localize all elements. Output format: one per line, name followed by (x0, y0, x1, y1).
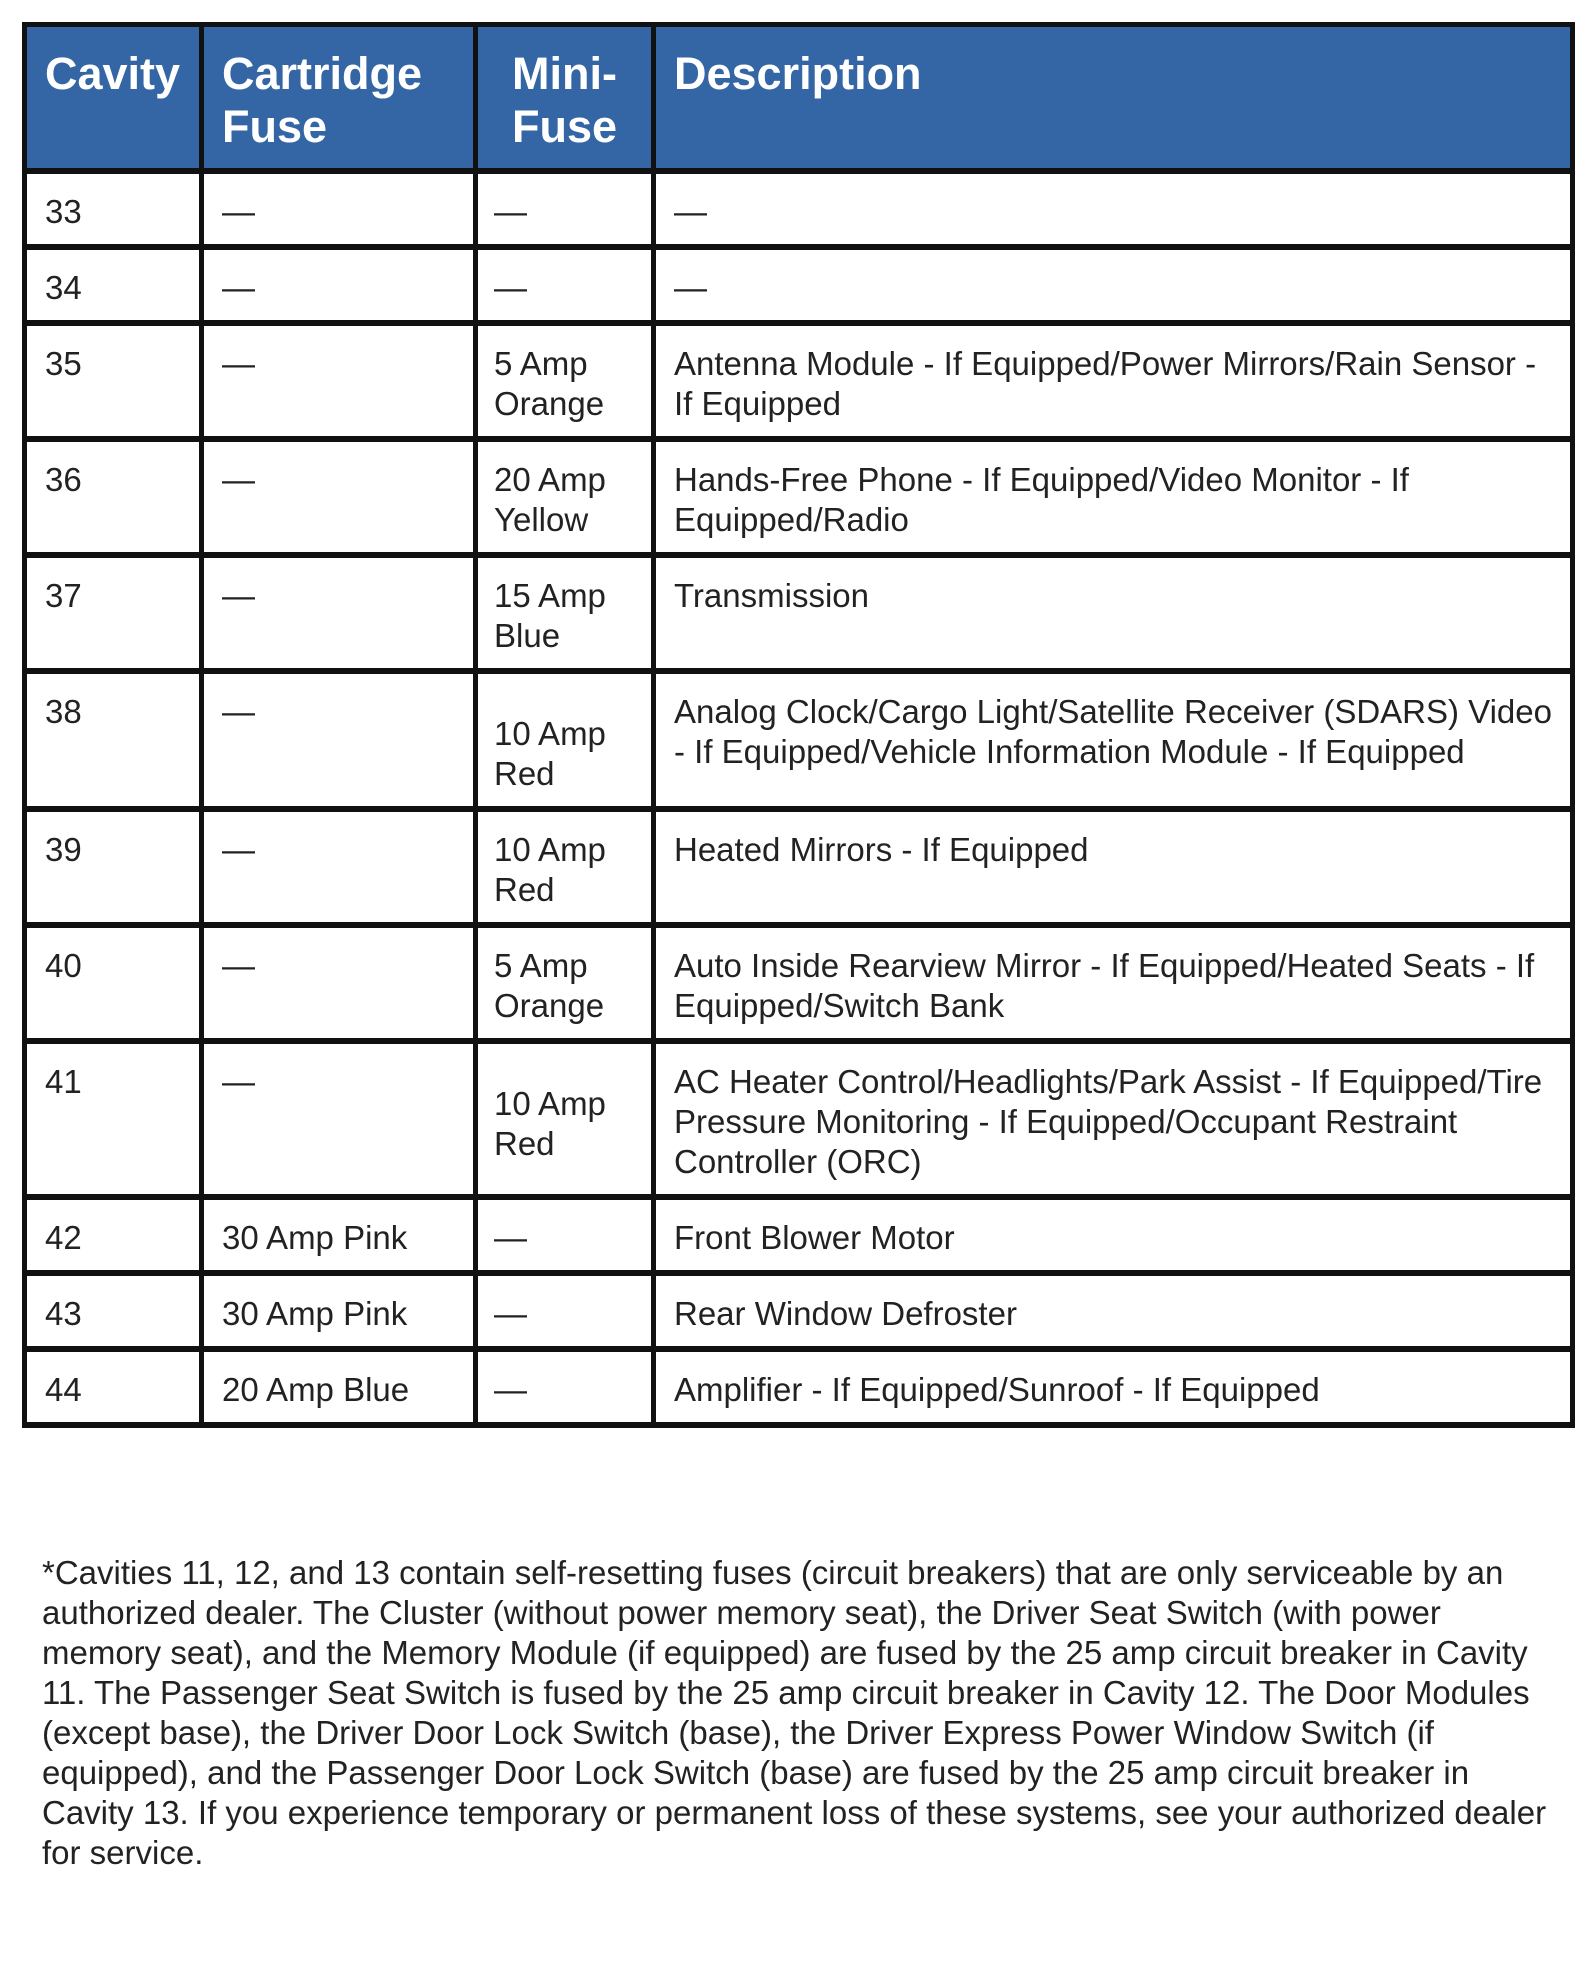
description-cell: — (654, 171, 1573, 247)
header-cartridge-line2: Fuse (222, 101, 328, 152)
table-row (25, 1273, 1573, 1349)
cartridge-cell: 20 Amp Blue (202, 1349, 476, 1425)
mini-fuse-line1: 5 Amp (494, 947, 588, 984)
header-mini-line2: Fuse (511, 101, 618, 152)
description-cell: Auto Inside Rearview Mirror - If Equipped/Heated Seats - If Equipped/Switch Bank (654, 925, 1573, 1041)
mini-fuse-cell (476, 925, 654, 1041)
cartridge-cell: — (202, 809, 476, 925)
description-cell: Rear Window Defroster (654, 1273, 1573, 1349)
mini-fuse-line1: 20 Amp (494, 461, 606, 498)
mini-fuse-line2: Yellow (494, 501, 589, 538)
footnote: *Cavities 11, 12, and 13 contain self-resetting fuses (circuit breakers) that are only serviceable by an authorized dealer. The Cluster (without power memory seat), the Driver Seat Switch (with power memory seat), and the Memory Module (if equipped) are fused by the 25 amp circuit breaker in Cavity 11. The Passenger Seat Switch is fused by the 25 amp circuit breaker in Cavity 12. The Door Modules (except base), the Driver Door Lock Switch (base), the Driver Express Power Window Switch (if equipped), and the Passenger Door Lock Switch (base) are fused by the 25 amp circuit breaker in Cavity 13. If you experience temporary or permanent loss of these systems, see your authorized dealer for service. (42, 1554, 1547, 1871)
cartridge-cell: — (202, 171, 476, 247)
description-cell: Amplifier - If Equipped/Sunroof - If Equipped (654, 1349, 1573, 1425)
header-cavity-label: Cavity (45, 48, 181, 99)
cartridge-cell: — (202, 439, 476, 555)
description-cell: Front Blower Motor (654, 1197, 1573, 1273)
description-cell: Analog Clock/Cargo Light/Satellite Receiver (SDARS) Video - If Equipped/Vehicle Information Module - If Equipped (654, 671, 1573, 809)
cartridge-cell: — (202, 555, 476, 671)
cavity-cell: 35 (25, 323, 202, 439)
cartridge-cell: — (202, 925, 476, 1041)
header-description (654, 25, 1573, 172)
cartridge-cell: — (202, 671, 476, 809)
fuse-table (22, 22, 1575, 1428)
table-row (25, 439, 1573, 555)
cavity-cell: 34 (25, 247, 202, 323)
mini-fuse-line1: 5 Amp (494, 345, 588, 382)
mini-fuse-line1: 15 Amp (494, 577, 606, 614)
cavity-cell: 38 (25, 671, 202, 809)
mini-fuse-line2: Red (494, 1125, 555, 1162)
cavity-cell: 33 (25, 171, 202, 247)
mini-fuse-cell (476, 1349, 654, 1425)
mini-fuse-cell (476, 323, 654, 439)
table-row (25, 1041, 1573, 1197)
mini-fuse-line1: 10 Amp (494, 1085, 606, 1122)
mini-fuse-cell (476, 1197, 654, 1273)
description-cell: AC Heater Control/Headlights/Park Assist - If Equipped/Tire Pressure Monitoring - If Equipped/Occupant Restraint Controller (ORC) (654, 1041, 1573, 1197)
cartridge-cell: — (202, 1041, 476, 1197)
header-mini-line1: Mini- (512, 48, 617, 99)
description-cell: Transmission (654, 555, 1573, 671)
description-cell: Antenna Module - If Equipped/Power Mirrors/Rain Sensor - If Equipped (654, 323, 1573, 439)
table-row (25, 1349, 1573, 1425)
table-row (25, 555, 1573, 671)
mini-fuse-line1: — (494, 1295, 527, 1332)
mini-fuse-line2: Orange (494, 987, 605, 1024)
table-row (25, 925, 1573, 1041)
table-row (25, 809, 1573, 925)
header-mini-fuse (476, 25, 654, 172)
description-cell: Heated Mirrors - If Equipped (654, 809, 1573, 925)
header-row (25, 25, 1573, 172)
cavity-cell: 36 (25, 439, 202, 555)
mini-fuse-line1: — (494, 1371, 527, 1408)
table-row (25, 671, 1573, 809)
mini-fuse-cell (476, 439, 654, 555)
mini-fuse-line2: Blue (494, 617, 561, 654)
mini-fuse-line1: 10 Amp (494, 715, 606, 752)
mini-fuse-cell (476, 1273, 654, 1349)
mini-fuse-cell (476, 171, 654, 247)
mini-fuse-line2: Red (494, 871, 555, 908)
table-row (25, 247, 1573, 323)
mini-fuse-line1: — (494, 1219, 527, 1256)
mini-fuse-cell (476, 671, 654, 809)
description-cell: — (654, 247, 1573, 323)
table-row (25, 1197, 1573, 1273)
mini-fuse-cell (476, 555, 654, 671)
header-cavity (25, 25, 202, 172)
cavity-cell: 40 (25, 925, 202, 1041)
header-cartridge-line1: Cartridge (222, 48, 423, 99)
mini-fuse-line2: Orange (494, 385, 605, 422)
cavity-cell: 41 (25, 1041, 202, 1197)
cartridge-cell: 30 Amp Pink (202, 1273, 476, 1349)
table-row (25, 171, 1573, 247)
mini-fuse-cell (476, 247, 654, 323)
cavity-cell: 39 (25, 809, 202, 925)
cavity-cell: 42 (25, 1197, 202, 1273)
cartridge-cell: — (202, 247, 476, 323)
mini-fuse-line1: — (494, 193, 527, 230)
description-cell: Hands-Free Phone - If Equipped/Video Monitor - If Equipped/Radio (654, 439, 1573, 555)
cavity-cell: 44 (25, 1349, 202, 1425)
mini-fuse-cell (476, 1041, 654, 1197)
cartridge-cell: 30 Amp Pink (202, 1197, 476, 1273)
cavity-cell: 43 (25, 1273, 202, 1349)
mini-fuse-line1: — (494, 269, 527, 306)
header-cartridge-fuse (202, 25, 476, 172)
cartridge-cell: — (202, 323, 476, 439)
mini-fuse-line1: 10 Amp (494, 831, 606, 868)
mini-fuse-cell (476, 809, 654, 925)
cavity-cell: 37 (25, 555, 202, 671)
mini-fuse-line2: Red (494, 755, 555, 792)
header-description-label: Description (674, 48, 922, 99)
table-row (25, 323, 1573, 439)
